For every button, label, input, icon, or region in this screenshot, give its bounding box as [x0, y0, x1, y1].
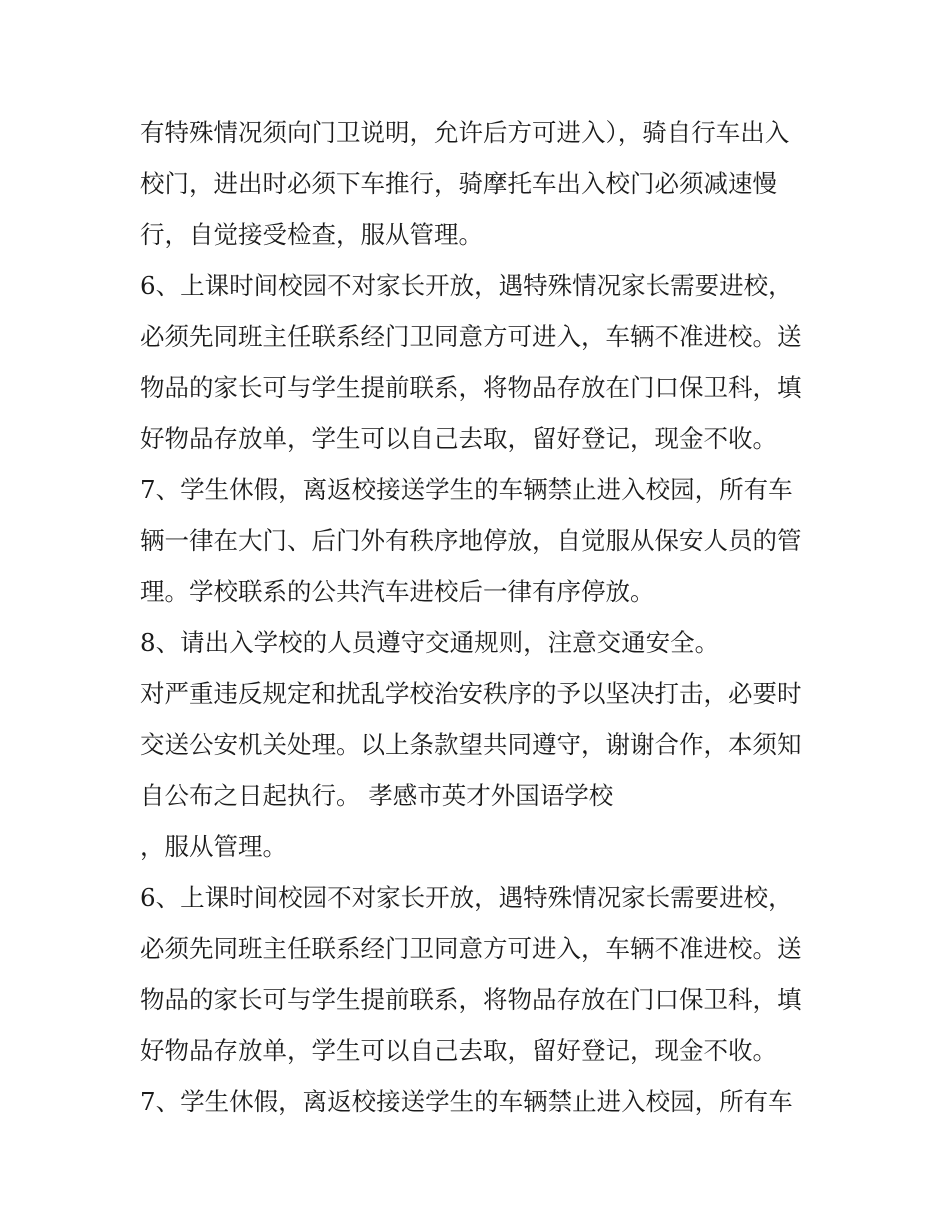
text-line-20: 7、学生休假，离返校接送学生的车辆禁止进入校园，所有车 — [140, 1087, 793, 1116]
text-line-3: 行，自觉接受检查，服从管理。 — [140, 220, 483, 249]
text-line-12: 对严重违反规定和扰乱学校治安秩序的予以坚决打击，必要时 — [140, 679, 802, 708]
text-line-5: 必须先同班主任联系经门卫同意方可进入，车辆不准进校。送 — [140, 322, 802, 351]
text-line-1: 有特殊情况须向门卫说明，允许后方可进入），骑自行车出入 — [140, 118, 790, 147]
text-line-16: 6、上课时间校园不对家长开放，遇特殊情况家长需要进校， — [140, 883, 793, 912]
text-line-4: 6、上课时间校园不对家长开放，遇特殊情况家长需要进校， — [140, 271, 793, 300]
text-line-10: 理。学校联系的公共汽车进校后一律有序停放。 — [140, 577, 655, 606]
text-line-19: 好物品存放单，学生可以自己去取，留好登记，现金不收。 — [140, 1036, 777, 1065]
text-line-15: ，服从管理。 — [140, 832, 287, 861]
text-line-18: 物品的家长可与学生提前联系，将物品存放在门口保卫科，填 — [140, 985, 802, 1014]
text-line-11: 8、请出入学校的人员遵守交通规则，注意交通安全。 — [140, 628, 720, 657]
text-line-6: 物品的家长可与学生提前联系，将物品存放在门口保卫科，填 — [140, 373, 802, 402]
body-text — [140, 107, 820, 1127]
text-line-13: 交送公安机关处理。以上条款望共同遵守，谢谢合作，本须知 — [140, 730, 802, 759]
text-line-7: 好物品存放单，学生可以自己去取，留好登记，现金不收。 — [140, 424, 777, 453]
text-line-9: 辆一律在大门、后门外有秩序地停放，自觉服从保安人员的管 — [140, 526, 802, 555]
text-line-17: 必须先同班主任联系经门卫同意方可进入，车辆不准进校。送 — [140, 934, 802, 963]
text-line-2: 校门，进出时必须下车推行，骑摩托车出入校门必须减速慢 — [140, 169, 777, 198]
text-line-8: 7、学生休假，离返校接送学生的车辆禁止进入校园，所有车 — [140, 475, 793, 504]
text-line-14: 自公布之日起执行。 孝感市英才外国语学校 — [140, 781, 614, 810]
